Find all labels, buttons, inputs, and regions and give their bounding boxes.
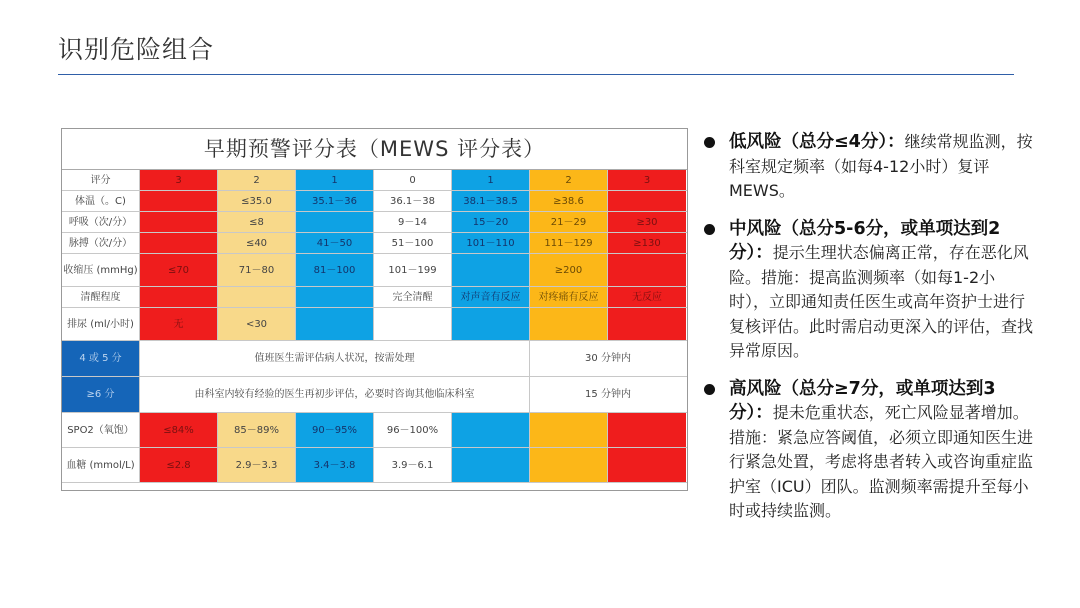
table-row	[62, 341, 687, 377]
risk-high-text: 提未危重状态，死亡风险显著增加。措施：紧急应答阈值，必须立即通知医生进行紧急处置，考虑将患者转入或咨询重症监护室（ICU）团队。监测频率需提升至每小时或持续监测。	[729, 403, 1034, 520]
bullet-dot-icon	[704, 224, 715, 235]
row-label: 呼吸（次/分）	[62, 212, 140, 232]
score-cell	[452, 448, 530, 482]
action-cell: 值班医生需评估病人状况，按需处理	[140, 341, 530, 376]
score-cell: 96－100%	[374, 413, 452, 447]
table-row	[62, 170, 687, 191]
score-cell: 完全清醒	[374, 287, 452, 307]
score-cell: 无反应	[608, 287, 686, 307]
score-cell: 90－95%	[296, 413, 374, 447]
table-row	[62, 233, 687, 254]
score-cell: 2	[218, 170, 296, 190]
score-cell	[140, 212, 218, 232]
risk-medium-text: 提示生理状态偏离正常，存在恶化风险。措施：提高监测频率（如每1-2小时），立即通知责任医生或高年资护士进行复核评估。此时需启动更深入的评估，查找异常原因。	[729, 243, 1034, 360]
score-cell: ≤40	[218, 233, 296, 253]
score-cell: 41－50	[296, 233, 374, 253]
score-cell: 36.1－38	[374, 191, 452, 211]
score-cell: 21－29	[530, 212, 608, 232]
score-cell: ≤35.0	[218, 191, 296, 211]
score-cell	[530, 448, 608, 482]
table-row	[62, 377, 687, 413]
table-row	[62, 191, 687, 212]
row-label: 血糖 (mmol/L)	[62, 448, 140, 482]
table-title: 早期预警评分表（MEWS 评分表）	[62, 129, 687, 170]
timeframe-cell: 30 分钟内	[530, 341, 686, 376]
mews-score-table	[61, 128, 688, 491]
table-body	[62, 170, 687, 483]
risk-level-list	[704, 130, 1034, 537]
score-cell: 对声音有反应	[452, 287, 530, 307]
score-cell	[530, 308, 608, 340]
score-cell	[218, 287, 296, 307]
score-cell: 无	[140, 308, 218, 340]
score-cell	[140, 233, 218, 253]
table-row	[62, 254, 687, 287]
row-label: 评分	[62, 170, 140, 190]
score-cell	[452, 254, 530, 286]
risk-medium-item	[704, 217, 1034, 364]
score-cell: 71－80	[218, 254, 296, 286]
risk-low-item	[704, 130, 1034, 204]
bullet-dot-icon	[704, 384, 715, 395]
row-label: 排尿 (ml/小时)	[62, 308, 140, 340]
timeframe-cell: 15 分钟内	[530, 377, 686, 412]
score-cell: 38.1－38.5	[452, 191, 530, 211]
score-cell: ≥130	[608, 233, 686, 253]
score-cell: 111－129	[530, 233, 608, 253]
row-label: ≥6 分	[62, 377, 140, 412]
score-cell: 3	[140, 170, 218, 190]
score-cell: ≤84%	[140, 413, 218, 447]
score-cell: 101－199	[374, 254, 452, 286]
score-cell: 1	[296, 170, 374, 190]
score-cell: ≥30	[608, 212, 686, 232]
score-cell	[608, 413, 686, 447]
score-cell: 15－20	[452, 212, 530, 232]
score-cell: 对疼痛有反应	[530, 287, 608, 307]
score-cell	[296, 308, 374, 340]
score-cell: 35.1－36	[296, 191, 374, 211]
score-cell	[296, 212, 374, 232]
score-cell: 51－100	[374, 233, 452, 253]
risk-low-text: 继续常规监测，按科室规定频率（如每4-12小时）复评MEWS。	[729, 132, 1033, 200]
score-cell: 0	[374, 170, 452, 190]
risk-high-item	[704, 377, 1034, 524]
score-cell: 2.9－3.3	[218, 448, 296, 482]
score-cell: ≥200	[530, 254, 608, 286]
action-cell: 由科室内较有经验的医生再初步评估，必要时咨询其他临床科室	[140, 377, 530, 412]
score-cell	[452, 308, 530, 340]
table-row	[62, 212, 687, 233]
score-cell: ≤2.8	[140, 448, 218, 482]
score-cell: 2	[530, 170, 608, 190]
row-label: 收缩压 (mmHg)	[62, 254, 140, 286]
score-cell: <30	[218, 308, 296, 340]
bullet-dot-icon	[704, 137, 715, 148]
score-cell	[608, 308, 686, 340]
score-cell: 101－110	[452, 233, 530, 253]
table-row	[62, 413, 687, 448]
score-cell: 3.9－6.1	[374, 448, 452, 482]
row-label: 4 或 5 分	[62, 341, 140, 376]
score-cell: 9－14	[374, 212, 452, 232]
score-cell: 3	[608, 170, 686, 190]
table-row	[62, 448, 687, 483]
score-cell	[608, 191, 686, 211]
score-cell	[374, 308, 452, 340]
title-divider	[58, 74, 1014, 75]
score-cell: 3.4－3.8	[296, 448, 374, 482]
score-cell: ≥38.6	[530, 191, 608, 211]
score-cell: ≤70	[140, 254, 218, 286]
score-cell	[296, 287, 374, 307]
score-cell: ≤8	[218, 212, 296, 232]
score-cell	[452, 413, 530, 447]
risk-high-heading: 高风险（总分≥7分，或单项达到3分）：	[729, 378, 996, 423]
risk-medium-heading: 中风险（总分5-6分，或单项达到2分）：	[729, 218, 1001, 263]
score-cell	[140, 287, 218, 307]
score-cell: 85－89%	[218, 413, 296, 447]
row-label: 体温（。C)	[62, 191, 140, 211]
score-cell	[608, 448, 686, 482]
score-cell	[140, 191, 218, 211]
score-cell	[608, 254, 686, 286]
table-row	[62, 308, 687, 341]
table-row	[62, 287, 687, 308]
row-label: 脉搏（次/分）	[62, 233, 140, 253]
score-cell: 1	[452, 170, 530, 190]
row-label: SPO2（氧饱）	[62, 413, 140, 447]
row-label: 清醒程度	[62, 287, 140, 307]
risk-low-heading: 低风险（总分≤4分）：	[729, 132, 905, 152]
score-cell	[530, 413, 608, 447]
page-title: 识别危险组合	[58, 35, 215, 64]
score-cell: 81－100	[296, 254, 374, 286]
